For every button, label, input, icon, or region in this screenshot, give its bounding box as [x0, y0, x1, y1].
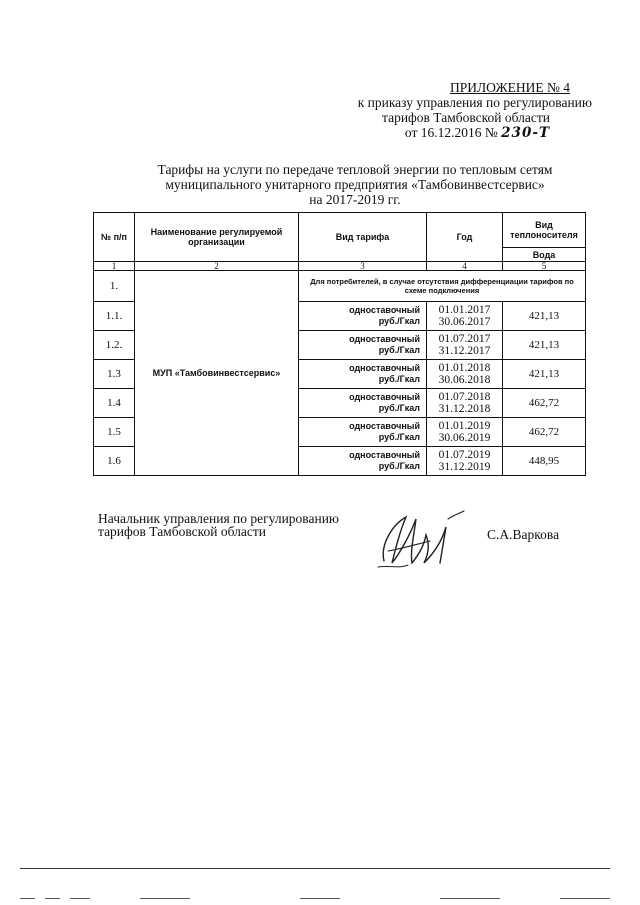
- row-number: 1.: [94, 271, 135, 302]
- period: 01.01.2017 30.06.2017: [427, 302, 503, 331]
- row-number: 1.6: [94, 447, 135, 476]
- order-reference-line: к приказу управления по регулированию: [357, 95, 592, 110]
- tariff-type: одноставочный руб./Гкал: [299, 389, 427, 418]
- document-title: [130, 162, 580, 207]
- column-number: 3: [299, 262, 427, 271]
- column-number: 2: [135, 262, 299, 271]
- tariff-type: одноставочный руб./Гкал: [299, 418, 427, 447]
- column-number: 1: [94, 262, 135, 271]
- tariff-value: 421,13: [503, 360, 586, 389]
- appendix-title: ПРИЛОЖЕНИЕ № 4: [449, 80, 570, 95]
- handwritten-signature: [370, 505, 475, 575]
- header-carrier-water: Вода: [503, 248, 586, 262]
- row-number: 1.3: [94, 360, 135, 389]
- tariff-value: 421,13: [503, 302, 586, 331]
- period: 01.07.2018 31.12.2018: [427, 389, 503, 418]
- table-group-row: [94, 271, 586, 302]
- table-header-row: [94, 213, 586, 248]
- position-line-1: Начальник управления по регулированию: [98, 511, 340, 526]
- tariff-type: одноставочный руб./Гкал: [299, 331, 427, 360]
- row-number: 1.4: [94, 389, 135, 418]
- signatory-name: С.А.Варкова: [487, 527, 560, 542]
- tariff-value: 462,72: [503, 418, 586, 447]
- title-line-1: Тарифы на услуги по передаче тепловой энергии по тепловым сетям: [157, 162, 553, 177]
- row-number: 1.2.: [94, 331, 135, 360]
- title-line-2: муниципального унитарного предприятия «Тамбовинвестсервис»: [165, 177, 545, 192]
- order-date-line: [300, 125, 550, 141]
- order-date: от 16.12.2016 №: [404, 125, 498, 140]
- header-year: Год: [427, 213, 503, 262]
- row-number: 1.1.: [94, 302, 135, 331]
- page-bottom-divider: [20, 868, 610, 869]
- group-condition: Для потребителей, в случае отсутствия дифференциации тарифов по схеме подключения: [299, 271, 586, 302]
- column-number-row: [94, 262, 586, 271]
- signatory-position: [98, 512, 339, 538]
- tariff-type: одноставочный руб./Гкал: [299, 302, 427, 331]
- header-organization: Наименование регулируемой организации: [135, 213, 299, 262]
- tariff-type: одноставочный руб./Гкал: [299, 360, 427, 389]
- period: 01.07.2017 31.12.2017: [427, 331, 503, 360]
- period: 01.01.2018 30.06.2018: [427, 360, 503, 389]
- tariff-table: [93, 212, 586, 476]
- order-number: 230-Т: [501, 125, 550, 141]
- row-number: 1.5: [94, 418, 135, 447]
- column-number: 5: [503, 262, 586, 271]
- tariff-value: 448,95: [503, 447, 586, 476]
- header-num: № п/п: [94, 213, 135, 262]
- column-number: 4: [427, 262, 503, 271]
- title-line-3: на 2017-2019 гг.: [309, 192, 401, 207]
- header-carrier: Вид теплоносителя: [503, 213, 586, 248]
- period: 01.07.2019 31.12.2019: [427, 447, 503, 476]
- position-line-2: тарифов Тамбовской области: [98, 524, 266, 539]
- page-bottom-dashes: [0, 897, 640, 900]
- organization-name: МУП «Тамбовинвестсервис»: [135, 271, 299, 476]
- appendix-header: [300, 80, 600, 141]
- header-tariff-type: Вид тарифа: [299, 213, 427, 262]
- period: 01.01.2019 30.06.2019: [427, 418, 503, 447]
- tariff-type: одноставочный руб./Гкал: [299, 447, 427, 476]
- tariff-value: 421,13: [503, 331, 586, 360]
- order-authority-line: тарифов Тамбовской области: [382, 110, 550, 125]
- tariff-value: 462,72: [503, 389, 586, 418]
